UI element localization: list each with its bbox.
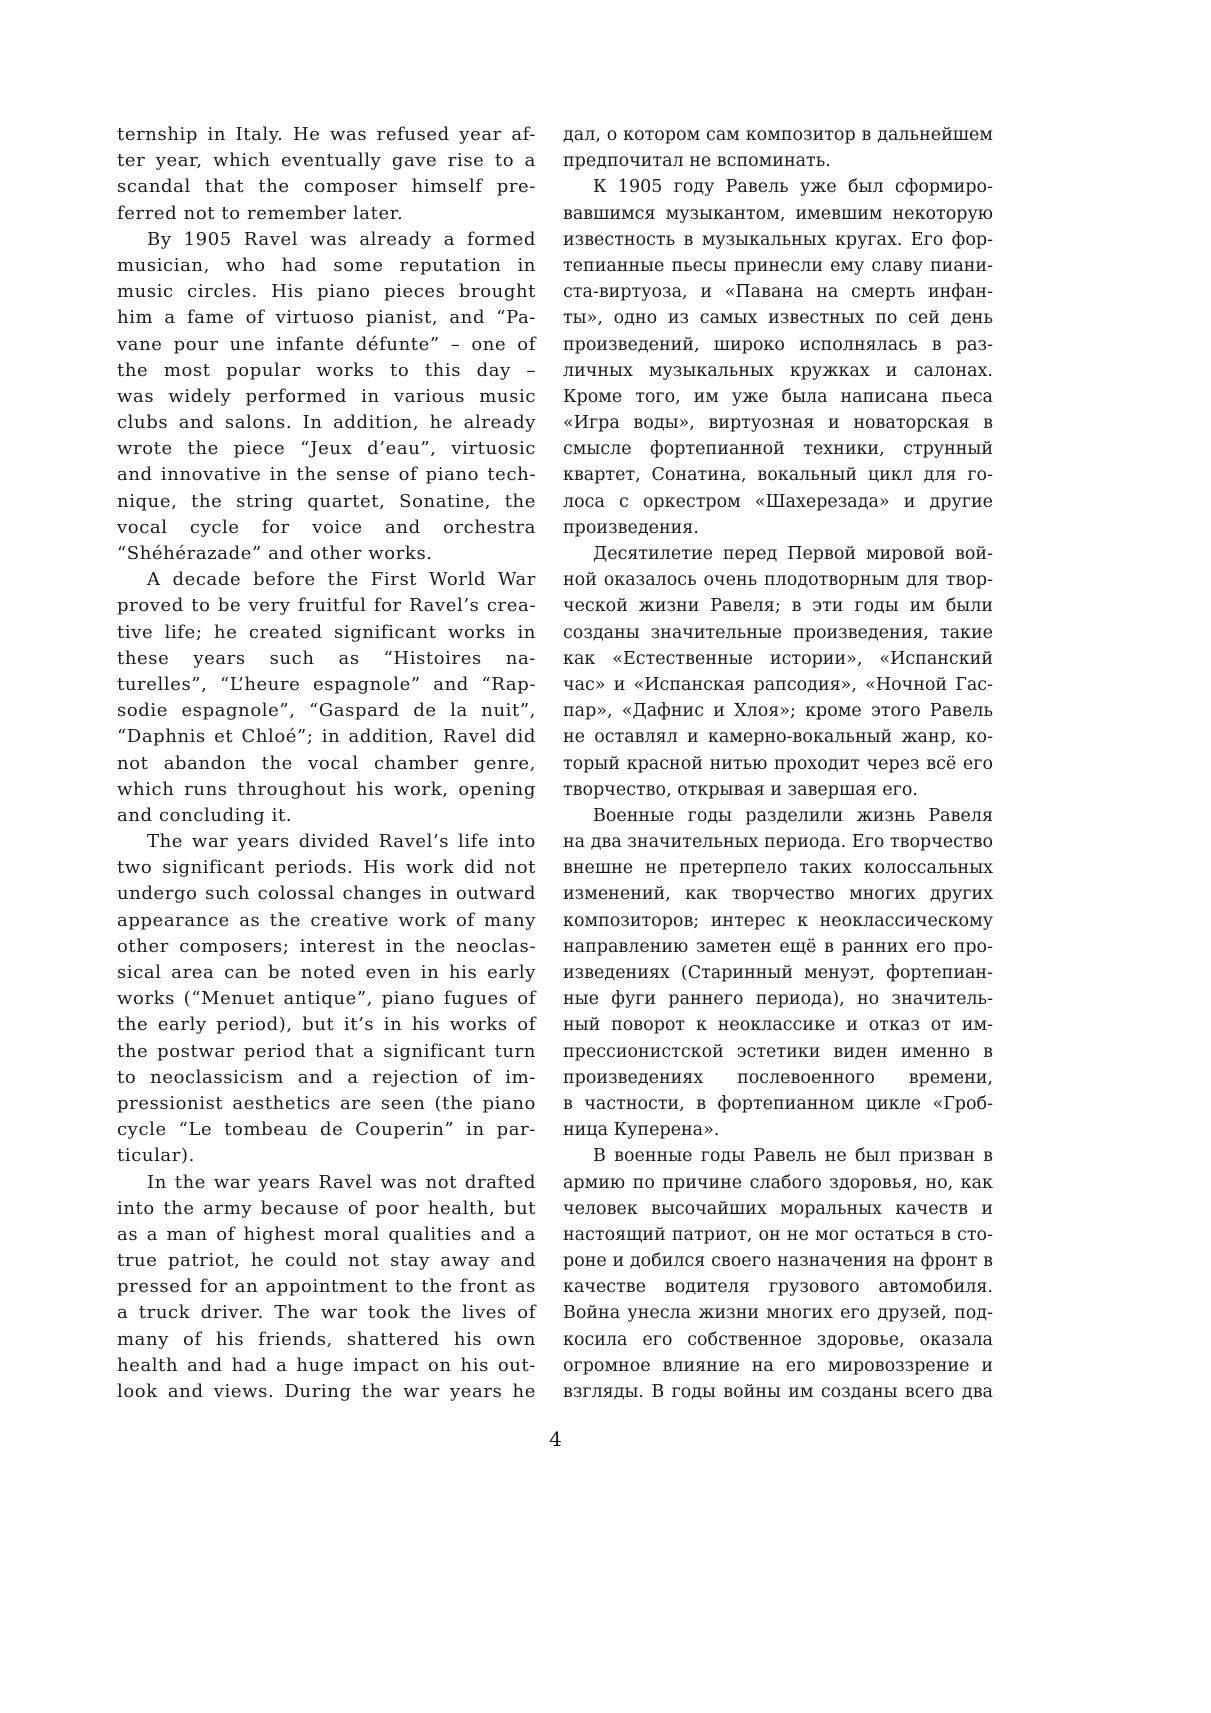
- text-line: личных музыкальных кружках и салонах.: [563, 360, 993, 381]
- text-line: композиторов; интерес к неоклассическому: [563, 910, 993, 931]
- text-line: him a fame of virtuoso pianist, and “Pa-: [117, 307, 536, 329]
- text-line: the early period), but it’s in his works of: [117, 1014, 536, 1036]
- text-line: качестве водителя грузового автомобиля.: [563, 1277, 993, 1298]
- text-line: scandal that the composer himself pre-: [117, 176, 536, 198]
- text-line: look and views. During the war years he: [117, 1381, 536, 1402]
- text-line: musician, who had some reputation in: [117, 254, 536, 276]
- text-line: армию по причине слабого здоровья, но, как: [563, 1172, 993, 1193]
- russian-column: [563, 122, 993, 1405]
- text-line: ter year, which eventually gave rise to a: [117, 150, 536, 172]
- text-line: произведения.: [563, 517, 699, 538]
- text-line: не оставлял и камерно-вокальный жанр, ко-: [563, 727, 993, 748]
- text-line: ста-виртуоза, и «Павана на смерть инфан-: [563, 282, 993, 303]
- text-line: works (“Menuet antique”, piano fugues of: [117, 988, 536, 1010]
- text-line: ferred not to remember later.: [117, 202, 404, 224]
- paragraph: [117, 122, 536, 227]
- text-line: The war years divided Ravel’s life into: [147, 831, 536, 853]
- text-line: взгляды. В годы войны им созданы всего два: [563, 1382, 993, 1402]
- text-line: на два значительных периода. Его творчество: [563, 832, 993, 853]
- text-line: в частности, в фортепианном цикле «Гроб-: [563, 1093, 993, 1114]
- text-line: pressed for an appointment to the front as: [117, 1276, 536, 1298]
- text-line: undergo such colossal changes in outward: [117, 883, 536, 905]
- paragraph: [117, 227, 536, 567]
- text-line: пар», «Дафнис и Хлоя»; кроме этого Равель: [563, 701, 993, 722]
- text-line: and concluding it.: [117, 804, 293, 826]
- text-line: ной оказалось очень плодотворным для твор-: [563, 570, 993, 591]
- text-line: дал, о котором сам композитор в дальнейшем: [563, 125, 993, 145]
- text-line: as a man of highest moral qualities and a: [117, 1223, 536, 1245]
- text-line: квартет, Сонатина, вокальный цикл для го-: [563, 465, 993, 486]
- page-number: 4: [549, 1427, 562, 1451]
- text-line: into the army because of poor health, but: [117, 1197, 536, 1219]
- paragraph: [117, 567, 536, 829]
- text-line: косила его собственное здоровье, оказала: [563, 1329, 993, 1350]
- text-line: Десятилетие перед Первой мировой вой-: [593, 544, 993, 564]
- text-line: произведений, широко исполнялась в раз-: [563, 334, 993, 355]
- text-line: two significant periods. His work did not: [117, 857, 536, 879]
- text-line: tive life; he created significant works in: [117, 621, 536, 643]
- text-line: ты», одно из самых известных по сей день: [563, 308, 993, 329]
- text-line: человек высочайших моральных качеств и: [563, 1198, 993, 1219]
- text-line: true patriot, he could not stay away and: [117, 1250, 536, 1272]
- text-line: sical area can be noted even in his early: [117, 962, 536, 983]
- text-line: nique, the string quartet, Sonatine, the: [117, 490, 536, 512]
- text-line: смысле фортепианной техники, струнный: [563, 439, 993, 460]
- text-line: произведениях послевоенного времени,: [563, 1067, 993, 1088]
- paragraph: [117, 829, 536, 1169]
- paragraph: [563, 1143, 993, 1405]
- text-line: to neoclassicism and a rejection of im-: [117, 1066, 536, 1088]
- text-line: час» и «Испанская рапсодия», «Ночной Гас-: [563, 674, 993, 695]
- text-line: vocal cycle for voice and orchestra: [117, 516, 536, 538]
- text-line: ный поворот к неоклассике и отказ от им-: [563, 1015, 993, 1036]
- english-column: [117, 122, 536, 1405]
- text-line: other composers; interest in the neoclas-: [117, 935, 536, 957]
- text-line: созданы значительные произведения, такие: [563, 622, 993, 643]
- text-line: appearance as the creative work of many: [117, 909, 536, 931]
- text-line: «Игра воды», виртуозная и новаторская в: [563, 413, 993, 434]
- text-line: направлению заметен ещё в ранних его про-: [563, 936, 993, 957]
- text-line: Война унесла жизни многих его друзей, под-: [563, 1303, 993, 1324]
- text-line: изведениях (Старинный менуэт, фортепиан-: [563, 963, 993, 983]
- text-line: was widely performed in various music: [117, 385, 536, 407]
- text-line: Кроме того, им уже была написана пьеса: [563, 386, 993, 407]
- text-line: ные фуги раннего периода), но значитель-: [563, 989, 993, 1010]
- text-line: ticular).: [117, 1145, 195, 1167]
- text-line: “Daphnis et Chloé”; in addition, Ravel did: [117, 726, 536, 748]
- text-line: В военные годы Равель не был призван в: [593, 1146, 993, 1167]
- text-line: известность в музыкальных кругах. Его фор-: [563, 229, 993, 250]
- paragraph: [563, 174, 993, 541]
- text-line: настоящий патриот, он не мог остаться в сто-: [563, 1224, 993, 1245]
- text-line: вавшимся музыкантом, имевшим некоторую: [563, 203, 993, 224]
- text-line: turelles”, “L’heure espagnole” and “Rap-: [117, 673, 536, 695]
- text-line: Военные годы разделили жизнь Равеля: [593, 805, 993, 826]
- text-line: pressionist aesthetics are seen (the piano: [117, 1092, 536, 1114]
- text-line: not abandon the vocal chamber genre,: [117, 752, 536, 774]
- text-line: these years such as “Histoires na-: [117, 647, 536, 669]
- text-line: огромное влияние на его мировоззрение и: [563, 1355, 993, 1376]
- text-line: cycle “Le tombeau de Couperin” in par-: [117, 1119, 536, 1141]
- text-line: предпочитал не вспоминать.: [563, 151, 831, 172]
- text-line: прессионистской эстетики виден именно в: [563, 1041, 993, 1062]
- text-line: К 1905 году Равель уже был сформиро-: [593, 177, 993, 198]
- text-line: the postwar period that a significant turn: [117, 1040, 536, 1062]
- text-line: ternship in Italy. He was refused year af-: [117, 124, 536, 145]
- text-line: wrote the piece “Jeux d’eau”, virtuosic: [117, 438, 536, 460]
- text-line: proved to be very fruitful for Ravel’s crea-: [117, 595, 536, 617]
- text-line: many of his friends, shattered his own: [117, 1328, 536, 1350]
- text-line: a truck driver. The war took the lives of: [117, 1302, 536, 1324]
- text-line: and innovative in the sense of piano tech-: [117, 464, 536, 486]
- paragraph: [563, 803, 993, 1143]
- text-line: как «Естественные истории», «Испанский: [563, 648, 993, 669]
- text-line: music circles. His piano pieces brought: [117, 281, 536, 303]
- text-line: In the war years Ravel was not drafted: [147, 1171, 536, 1193]
- text-line: творчество, открывая и завершая его.: [563, 779, 918, 800]
- text-line: “Shéhérazade” and other works.: [117, 543, 433, 564]
- text-line: тепианные пьесы принесли ему славу пиани-: [563, 255, 993, 276]
- paragraph: [563, 122, 993, 174]
- text-line: clubs and salons. In addition, he already: [117, 412, 536, 434]
- text-line: торый красной нитью проходит через всё его: [563, 753, 993, 774]
- text-line: By 1905 Ravel was already a formed: [147, 228, 536, 250]
- paragraph: [563, 541, 993, 803]
- text-line: health and had a huge impact on his out-: [117, 1354, 536, 1376]
- text-line: ческой жизни Равеля; в эти годы им были: [563, 596, 993, 617]
- text-line: which runs throughout his work, opening: [117, 778, 536, 800]
- text-line: the most popular works to this day –: [117, 359, 536, 381]
- text-line: sodie espagnole”, “Gaspard de la nuit”,: [117, 700, 536, 722]
- text-line: внешне не претерпело таких колоссальных: [563, 858, 993, 879]
- text-line: A decade before the First World War: [147, 569, 536, 591]
- text-line: ница Куперена».: [563, 1120, 720, 1141]
- text-line: изменений, как творчество многих других: [563, 884, 993, 905]
- text-line: роне и добился своего назначения на фронт в: [563, 1251, 993, 1272]
- text-line: vane pour une infante défunte” – one of: [117, 333, 536, 355]
- paragraph: [117, 1170, 536, 1406]
- text-line: лоса с оркестром «Шахерезада» и другие: [563, 491, 993, 512]
